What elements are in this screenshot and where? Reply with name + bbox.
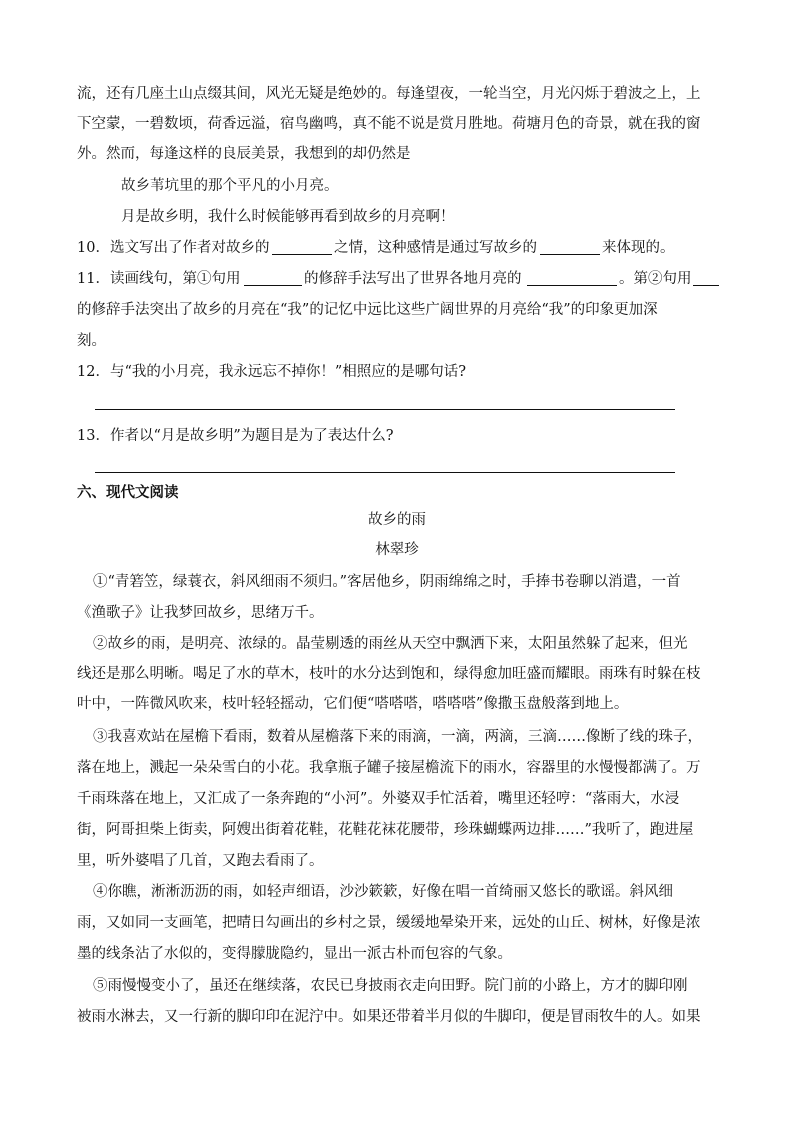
article-author: 林翠珍 [375,542,419,558]
answer-blank[interactable] [244,271,302,286]
answer-blank[interactable] [527,271,617,286]
answer-blank[interactable] [272,240,332,255]
answer-blank[interactable] [540,240,600,255]
answer-blank[interactable] [693,271,719,286]
answer-line[interactable] [95,472,675,473]
answer-line[interactable] [95,409,675,410]
document-page: 流，还有几座土山点缀其间，风光无疑是绝妙的。每逢望夜，一轮当空，月光闪烁于碧波之上，上 下空蒙，一碧数顷，荷香远溢，宿鸟幽鸣，真不能不说是赏月胜地。荷塘月色的奇景，就在我的窗 外。然而，每逢这样的良辰美景，我想到的却仍然是 故乡苇坑里的那个平凡的小月亮。 月是故乡明，我什么时候能够再看到故乡的月亮啊！ 10．选文写出了作者对故乡的 之情，这种感情是通过写故乡的 来体现的。 11．读画线句，第①句用 的修辞手法写出了世界各地月亮的 。第②句用 的修辞手法突出了故乡的月亮在“我”的记忆中远比这些广阔世界的月亮给“我”的印象更加深 刻。 12．与“我的小月亮，我永远忘不掉你！”相照应的是哪句话? 13．作者以“月是故乡明”为题目是为了表达什么? 六、现代文阅读 故乡的雨 林翠珍 ①“青箬笠，绿蓑衣，斜风细雨不须归。”客居他乡，阴雨绵绵之时，手捧书卷聊以消遣，一首 《渔歌子》让我梦回故乡，思绪万千。 ②故乡的雨，是明亮、浓绿的。晶莹剔透的雨丝从天空中飘洒下来，太阳虽然躲了起来，但光 线还是那么明晰。喝足了水的草木，枝叶的水分达到饱和，绿得愈加旺盛而耀眼。雨珠有时躲在枝 叶中，一阵微风吹来，枝叶轻轻摇动，它们便“嗒嗒嗒，嗒嗒嗒”像撒玉盘般落到地上。 ③我喜欢站在屋檐下看雨，数着从屋檐落下来的雨滴，一滴，两滴，三滴……像断了线的珠子， 落在地上，溅起一朵朵雪白的小花。我拿瓶子罐子接屋檐流下的雨水，容器里的水慢慢都满了。万 千雨珠落在地上，又汇成了一条奔跑的“小河”。外婆双手忙活着，嘴里还轻哼：“落雨大，水浸 街，阿哥担柴上街卖，阿嫂出街着花鞋，花鞋花袜花腰带，珍珠蝴蝶两边排……”我听了，跑进屋 里，听外婆唱了几首，又跑去看雨了。 ④你瞧，淅淅沥沥的雨，如轻声细语，沙沙簌簌，好像在唱一首绮丽又悠长的歌谣。斜风细 雨，又如同一支画笔，把晴日勾画出的乡村之景，缓缓地晕染开来，远处的山丘、树林，好像是浓 墨的线条沾了水似的，变得朦胧隐约，显出一派古朴而包容的气象。 ⑤雨慢慢变小了，虽还在继续落，农民已身披雨衣走向田野。院门前的小路上，方才的脚印刚 被雨水淋去，又一行新的脚印印在泥泞中。如果还带着半月似的牛脚印，便是冒雨牧牛的人。如果 [0,0,794,1123]
article-title: 故乡的雨 [368,512,426,528]
